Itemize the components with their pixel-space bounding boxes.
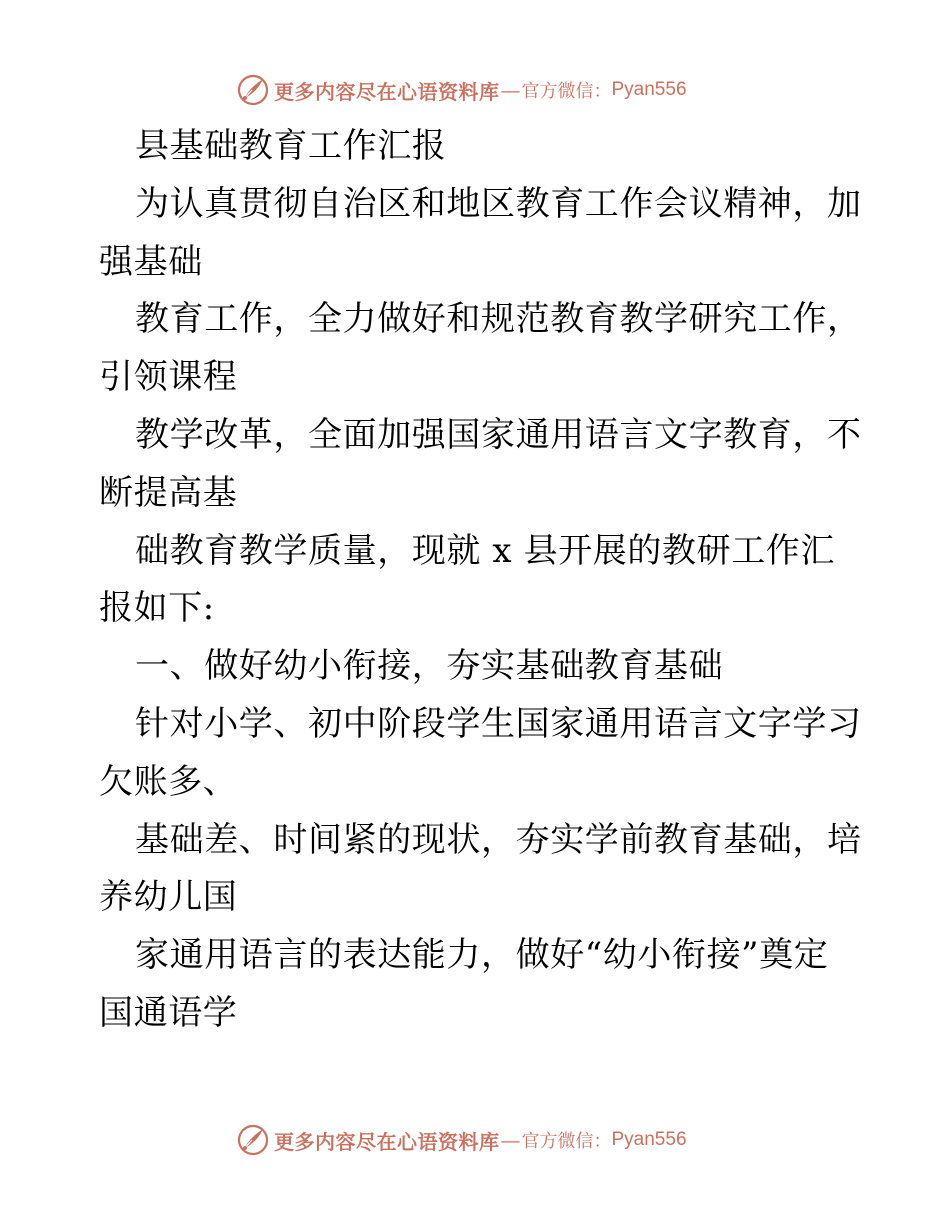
quill-pen-logo-icon: [236, 1123, 270, 1157]
paragraph-line: 国通语学: [99, 992, 238, 1033]
paragraph-line: 教学改革，全面加强国家通用语言文字教育，不: [135, 414, 862, 455]
watermark-wechat-id: Pyan556: [611, 1129, 687, 1150]
paragraph-line: 养幼儿国: [99, 877, 238, 918]
paragraph-line: 引领课程: [99, 357, 238, 398]
paragraph-line: 欠账多、: [99, 761, 238, 802]
footer-watermark: [236, 1123, 687, 1157]
watermark-label: 官方微信：: [521, 81, 612, 102]
paragraph-line: 报如下:: [99, 588, 215, 629]
paragraph-line: 强基础: [99, 241, 203, 282]
quill-pen-logo-icon: [236, 73, 270, 107]
watermark-dash: —: [500, 78, 521, 102]
watermark-brand-text: 更多内容尽在心语资料库: [274, 79, 500, 104]
watermark-wechat-id: Pyan556: [611, 79, 687, 100]
paragraph-line: 础教育教学质量，现就 x 县开展的教研工作汇: [135, 530, 835, 571]
paragraph-line: 基础差、时间紧的现状，夯实学前教育基础，培: [135, 819, 862, 860]
watermark-label: 官方微信：: [521, 1131, 612, 1152]
document-body: [99, 118, 862, 1043]
paragraph-line: 为认真贯彻自治区和地区教育工作会议精神，加: [135, 183, 862, 224]
section-heading: 一、做好幼小衔接，夯实基础教育基础: [135, 646, 724, 687]
document-title: 县基础教育工作汇报: [135, 126, 447, 166]
watermark-brand-text: 更多内容尽在心语资料库: [274, 1129, 500, 1154]
watermark-dash: —: [500, 1128, 521, 1152]
header-watermark: [236, 73, 687, 107]
paragraph-line: 教育工作，全力做好和规范教育教学研究工作，: [135, 299, 862, 340]
paragraph-line: 家通用语言的表达能力，做好“幼小衔接”奠定: [135, 935, 829, 976]
paragraph-line: 针对小学、初中阶段学生国家通用语言文字学习: [135, 703, 862, 744]
paragraph-line: 断提高基: [99, 472, 238, 513]
